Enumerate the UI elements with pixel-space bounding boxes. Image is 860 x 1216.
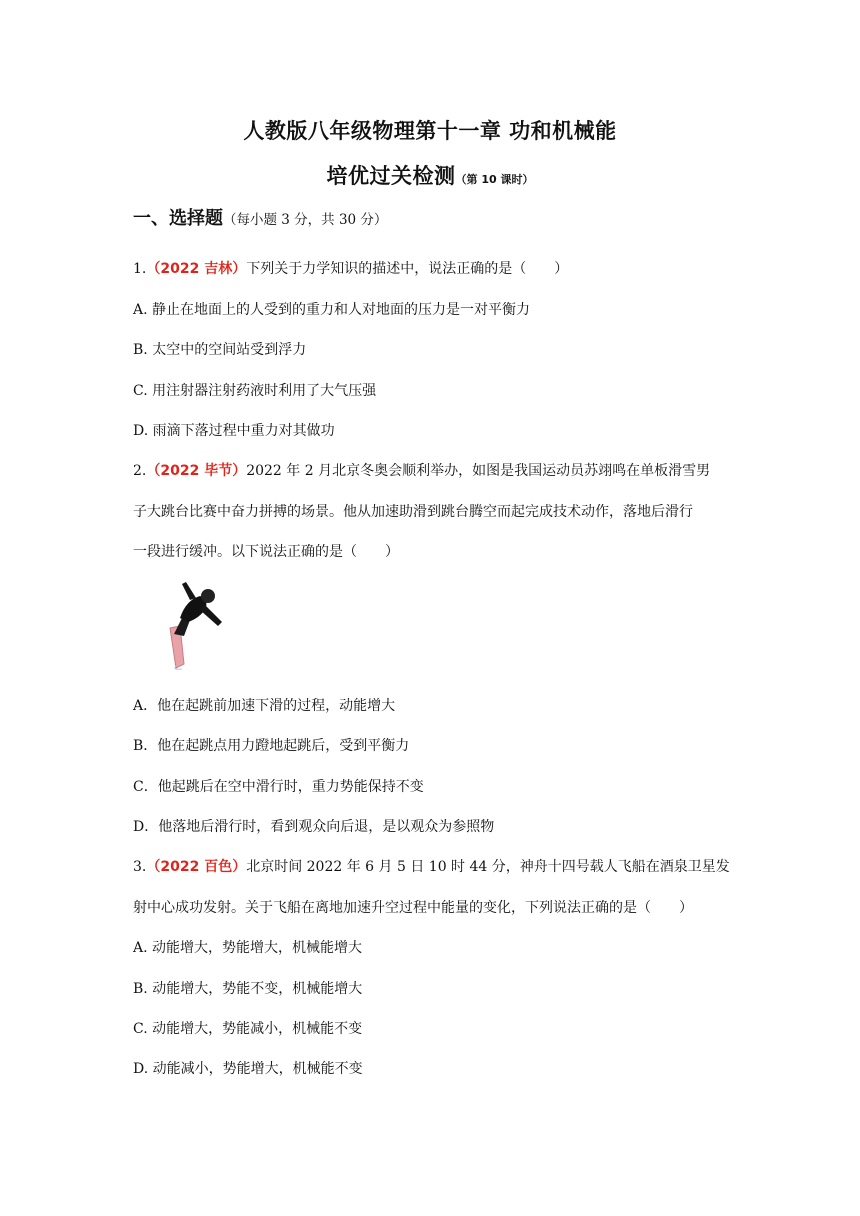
question-1-option-b: B. 太空中的空间站受到浮力 [133,342,307,358]
rider-helmet [201,589,215,603]
question-2-stem-line-2: 子大跳台比赛中奋力拼搏的场景。他从加速助滑到跳台腾空而起完成技术动作，落地后滑行 [133,504,693,520]
question-1-option-c: C. 用注射器注射药液时利用了大气压强 [133,383,377,399]
question-1-number: 1. [133,261,147,277]
question-3-stem [133,857,730,877]
document-title: 人教版八年级物理第十一章 功和机械能 [243,119,617,143]
rider-raised-arm [182,582,196,600]
question-3-number: 3. [133,859,147,875]
question-1-option-a: A. 静止在地面上的人受到的重力和人对地面的压力是一对平衡力 [133,302,531,318]
question-2-option-c: C．他起跳后在空中滑行时，重力势能保持不变 [133,779,424,795]
question-3-option-c: C. 动能增大，势能减小，机械能不变 [133,1021,363,1037]
question-2-stem-line-3: 一段进行缓冲。以下说法正确的是（ ） [133,544,399,560]
question-1-source: （2022 吉林） [146,261,247,277]
section-title: 一、选择题 [133,208,223,229]
question-3-option-a: A. 动能增大，势能增大，机械能增大 [133,940,363,956]
question-3-option-b: B. 动能增大，势能不变，机械能增大 [133,981,363,997]
question-2-option-b: B．他在起跳点用力蹬地起跳后，受到平衡力 [133,738,410,754]
subtitle-lesson: （第 10 课时） [455,173,534,186]
question-3-source: （2022 百色） [146,859,247,875]
question-3-stem-line-1: 北京时间 2022 年 6 月 5 日 10 时 44 分，神舟十四号载人飞船在酒泉卫星发 [246,859,730,875]
question-1-option-d: D. 雨滴下落过程中重力对其做功 [133,423,335,439]
section-heading [133,204,387,230]
question-2-stem-line-1: 2022 年 2 月北京冬奥会顺利举办，如图是我国运动员苏翊鸣在单板滑雪男 [246,463,711,479]
question-1-stem [133,259,568,279]
question-2-option-d: D．他落地后滑行时，看到观众向后退，是以观众为参照物 [133,819,495,835]
question-2-option-a: A．他在起跳前加速下滑的过程，动能增大 [133,698,396,714]
section-note: （每小题 3 分，共 30 分） [223,212,388,228]
question-2-number: 2. [133,463,147,479]
document-subtitle [0,160,860,190]
rider-extended-arm [200,604,222,626]
question-2-stem [133,461,710,481]
snowboarder-figure [160,578,232,670]
question-3-stem-line-2: 射中心成功发射。关于飞船在离地加速升空过程中能量的变化，下列说法正确的是（ ） [133,900,693,916]
question-2-source: （2022 毕节） [146,463,247,479]
question-3-option-d: D. 动能减小，势能增大，机械能不变 [133,1061,363,1077]
subtitle-main: 培优过关检测 [326,164,456,188]
question-1-stem-line-1: 下列关于力学知识的描述中，说法正确的是（ ） [246,261,569,277]
